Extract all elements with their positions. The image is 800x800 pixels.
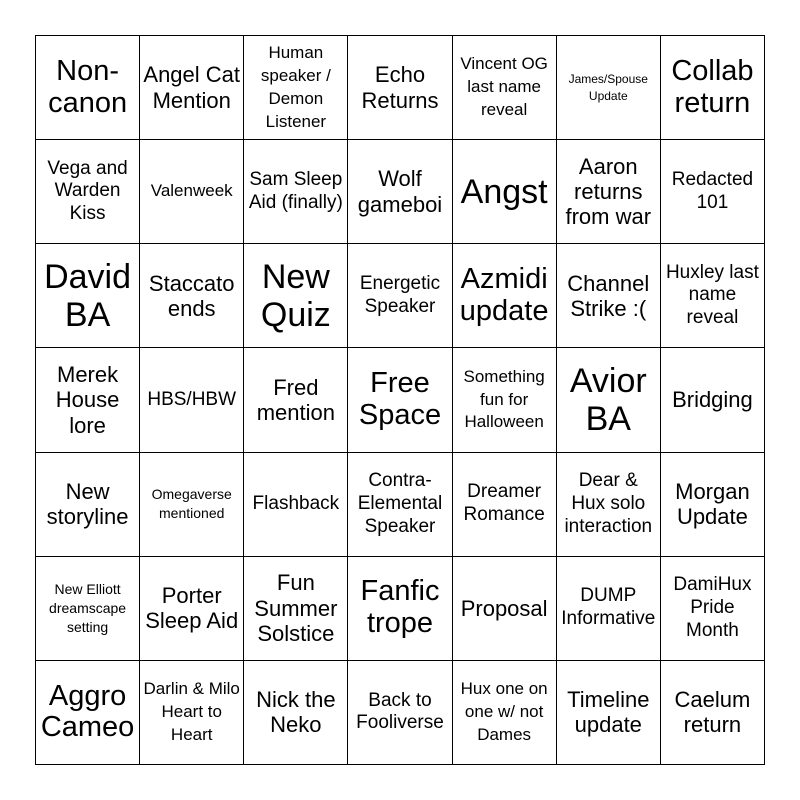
bingo-cell[interactable]: Dear & Hux solo interaction: [557, 453, 661, 557]
bingo-cell[interactable]: Huxley last name reveal: [661, 244, 765, 348]
bingo-cell[interactable]: James/Spouse Update: [557, 36, 661, 140]
bingo-board: [35, 35, 765, 765]
bingo-cell[interactable]: Non-canon: [36, 36, 140, 140]
bingo-cell[interactable]: Avior BA: [557, 348, 661, 452]
bingo-cell[interactable]: Human speaker / Demon Listener: [244, 36, 348, 140]
bingo-cell[interactable]: Morgan Update: [661, 453, 765, 557]
bingo-cell[interactable]: Fun Summer Solstice: [244, 557, 348, 661]
bingo-cell free-space[interactable]: Free Space: [348, 348, 452, 452]
bingo-cell[interactable]: New Quiz: [244, 244, 348, 348]
bingo-cell[interactable]: Vega and Warden Kiss: [36, 140, 140, 244]
bingo-cell[interactable]: Fanfic trope: [348, 557, 452, 661]
bingo-cell[interactable]: Porter Sleep Aid: [140, 557, 244, 661]
bingo-cell[interactable]: Angel Cat Mention: [140, 36, 244, 140]
bingo-cell[interactable]: DamiHux Pride Month: [661, 557, 765, 661]
bingo-cell[interactable]: Omegaverse mentioned: [140, 453, 244, 557]
bingo-cell[interactable]: Contra-Elemental Speaker: [348, 453, 452, 557]
bingo-cell[interactable]: Staccato ends: [140, 244, 244, 348]
bingo-cell[interactable]: Bridging: [661, 348, 765, 452]
bingo-cell[interactable]: Back to Fooliverse: [348, 661, 452, 765]
bingo-cell[interactable]: Energetic Speaker: [348, 244, 452, 348]
bingo-cell[interactable]: DUMP Informative: [557, 557, 661, 661]
bingo-cell[interactable]: Sam Sleep Aid (finally): [244, 140, 348, 244]
bingo-cell[interactable]: Caelum return: [661, 661, 765, 765]
bingo-cell[interactable]: Flashback: [244, 453, 348, 557]
bingo-cell[interactable]: Something fun for Halloween: [453, 348, 557, 452]
bingo-cell[interactable]: Proposal: [453, 557, 557, 661]
bingo-cell[interactable]: New Elliott dreamscape setting: [36, 557, 140, 661]
bingo-cell[interactable]: New storyline: [36, 453, 140, 557]
bingo-cell[interactable]: Echo Returns: [348, 36, 452, 140]
bingo-cell[interactable]: Merek House lore: [36, 348, 140, 452]
bingo-cell[interactable]: David BA: [36, 244, 140, 348]
bingo-cell[interactable]: Angst: [453, 140, 557, 244]
bingo-cell[interactable]: Timeline update: [557, 661, 661, 765]
bingo-cell[interactable]: HBS/HBW: [140, 348, 244, 452]
bingo-cell[interactable]: Channel Strike :(: [557, 244, 661, 348]
bingo-cell[interactable]: Azmidi update: [453, 244, 557, 348]
bingo-cell[interactable]: Darlin & Milo Heart to Heart: [140, 661, 244, 765]
bingo-cell[interactable]: Vincent OG last name reveal: [453, 36, 557, 140]
bingo-cell[interactable]: Hux one on one w/ not Dames: [453, 661, 557, 765]
bingo-cell[interactable]: Nick the Neko: [244, 661, 348, 765]
bingo-cell[interactable]: Dreamer Romance: [453, 453, 557, 557]
bingo-cell[interactable]: Wolf gameboi: [348, 140, 452, 244]
bingo-cell[interactable]: Redacted 101: [661, 140, 765, 244]
bingo-cell[interactable]: Aggro Cameo: [36, 661, 140, 765]
bingo-cell[interactable]: Aaron returns from war: [557, 140, 661, 244]
bingo-cell[interactable]: Collab return: [661, 36, 765, 140]
bingo-cell[interactable]: Fred mention: [244, 348, 348, 452]
bingo-cell[interactable]: Valenweek: [140, 140, 244, 244]
